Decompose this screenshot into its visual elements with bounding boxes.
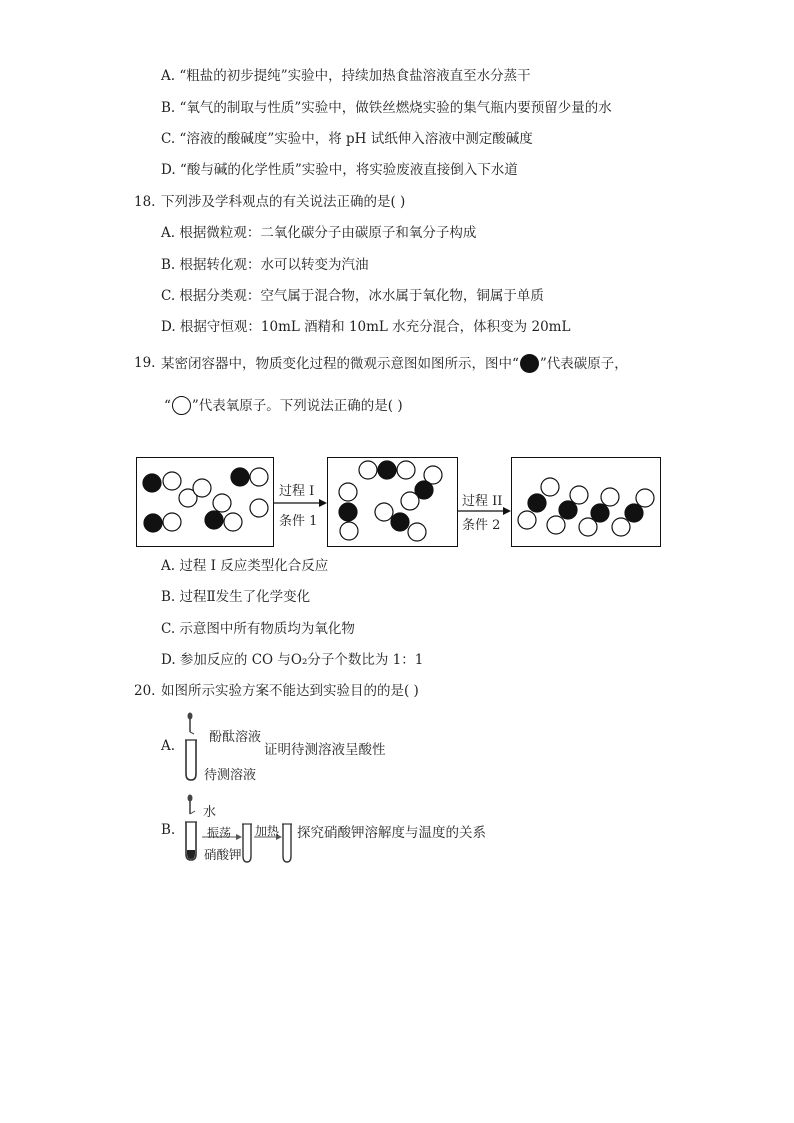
q18-number: 18. (134, 194, 156, 210)
arrowhead-1 (319, 499, 327, 507)
potassium-nitrate-label: 硝酸钾 (204, 847, 242, 862)
q19-stem-line1 (134, 354, 628, 372)
q17-option-c: C. “溶液的酸碱度”实验中，将 pH 试纸伸入溶液中测定酸碱度 (161, 131, 533, 147)
q20-option-a-goal: 证明待测溶液呈酸性 (264, 742, 386, 758)
q19-text-3: “ (164, 398, 171, 414)
diagram-box-after (511, 457, 661, 547)
q20-option-b-letter: B. (161, 822, 176, 838)
q20-text: 如图所示实验方案不能达到实验目的的是( ) (161, 683, 419, 699)
reagent-label-phenolphthalein: 酚酞溶液 (209, 730, 262, 745)
water-label: 水 (203, 805, 217, 820)
q18-option-d: D. 根据守恒观：10mL 酒精和 10mL 水充分混合，体积变为 20mL (161, 319, 571, 335)
q19-text-1: 某密闭容器中，物质变化过程的微观示意图如图所示，图中“ (161, 356, 519, 372)
q17-option-a: A. “粗盐的初步提纯”实验中，持续加热食盐溶液直至水分蒸干 (161, 68, 531, 84)
q17-option-d: D. “酸与碱的化学性质”实验中，将实验废液直接倒入下水道 (161, 162, 518, 178)
arrowhead-2 (503, 507, 511, 515)
q19-option-d: D. 参加反应的 CO 与O₂分子个数比为 1：1 (161, 652, 424, 668)
q19-option-c: C. 示意图中所有物质均为氧化物 (161, 621, 355, 637)
q19-text-4: ”代表氧原子。下列说法正确的是( ) (191, 398, 403, 414)
q20-option-a-letter: A. (161, 738, 176, 754)
condition2-label: 条件 2 (462, 518, 501, 533)
oxygen-atom-icon (172, 396, 191, 415)
q19-text-2: ”代表碳原子， (539, 356, 628, 372)
process1-label: 过程 I (279, 484, 315, 499)
q20-number: 20. (134, 683, 156, 699)
q20-stem (134, 682, 419, 700)
condition1-label: 条件 1 (279, 514, 318, 529)
q18-option-a: A. 根据微粒观：二氧化碳分子由碳原子和氧分子构成 (161, 225, 477, 241)
q20-option-b-goal: 探究硝酸钾溶解度与温度的关系 (297, 825, 486, 841)
sample-label: 待测溶液 (204, 768, 257, 783)
q19-option-a: A. 过程 I 反应类型化合反应 (161, 558, 329, 574)
diagram-box-middle (327, 457, 458, 547)
q18-option-b: B. 根据转化观：水可以转变为汽油 (161, 257, 369, 273)
heat-label: 加热 (255, 824, 280, 838)
process2-label: 过程 II (462, 494, 503, 509)
q18-option-c: C. 根据分类观：空气属于混合物，冰水属于氧化物，铜属于单质 (161, 288, 544, 304)
q19-stem-line2 (164, 396, 403, 415)
q18-text: 下列涉及学科观点的有关说法正确的是( ) (161, 194, 406, 210)
q19-option-b: B. 过程Ⅱ发生了化学变化 (161, 589, 311, 605)
carbon-atom-icon (520, 354, 539, 373)
q19-number: 19. (134, 355, 156, 371)
q18-stem (134, 193, 406, 211)
diagram-box-before (136, 457, 274, 547)
shake-label: 振荡 (207, 826, 232, 840)
q17-option-b: B. “氧气的制取与性质”实验中，做铁丝燃烧实验的集气瓶内要预留少量的水 (161, 100, 612, 116)
